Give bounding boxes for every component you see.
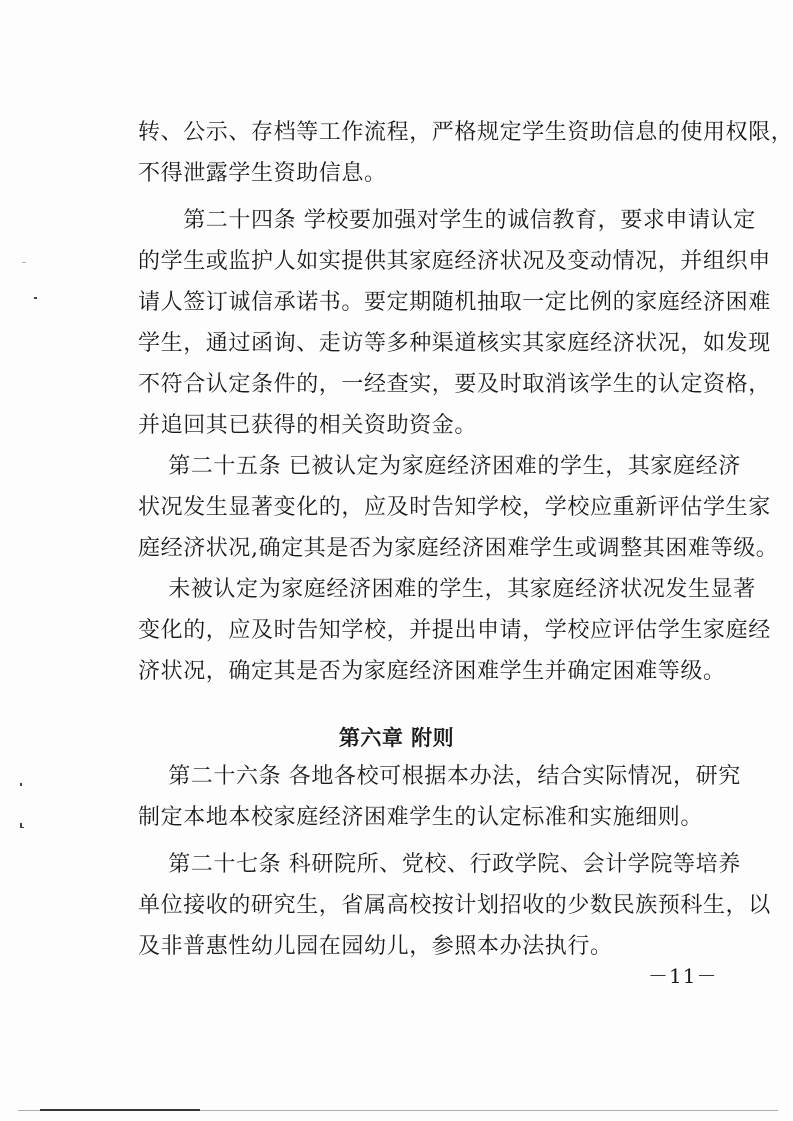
text-line: 单位接收的研究生，省属高校按计划招收的少数民族预科生，以 <box>138 893 771 918</box>
text-line: 转、公示、存档等工作流程，严格规定学生资助信息的使用权限， <box>138 120 793 145</box>
scan-dot <box>34 297 37 299</box>
article-24 <box>138 200 771 446</box>
paragraph-1 <box>138 112 793 194</box>
text-line: 第二十七条 科研院所、党校、行政学院、会计学院等培养 <box>138 852 741 877</box>
text-line: 庭经济状况,确定其是否为家庭经济困难学生或调整其困难等级。 <box>138 536 779 561</box>
text-line: 济状况，确定其是否为家庭经济困难学生并确定困难等级。 <box>138 659 726 684</box>
chapter-heading: 第六章 附则 <box>338 726 455 750</box>
article-27 <box>138 844 771 967</box>
article-26 <box>138 756 741 838</box>
scan-dot <box>20 827 24 828</box>
article-25-paragraph-2 <box>138 569 771 692</box>
text-line: 及非普惠性幼儿园在园幼儿，参照本办法执行。 <box>138 934 613 959</box>
text-line: 状况发生显著变化的，应及时告知学校，学校应重新评估学生家 <box>138 495 771 520</box>
text-line: 第二十六条 各地各校可根据本办法，结合实际情况，研究 <box>138 764 741 789</box>
text-line: 第二十四条 学校要加强对学生的诚信教育，要求申请认定 <box>138 208 756 233</box>
article-25 <box>138 446 779 569</box>
chapter-6-body <box>138 756 771 967</box>
text-line: 并追回其已获得的相关资助资金。 <box>138 413 478 438</box>
text-line: 的学生或监护人如实提供其家庭经济状况及变动情况，并组织申 <box>138 249 771 274</box>
page-number: －11－ <box>648 964 718 988</box>
text-line: 变化的，应及时告知学校，并提出申请，学校应评估学生家庭经 <box>138 618 771 643</box>
text-line: 请人签订诚信承诺书。要定期随机抽取一定比例的家庭经济困难 <box>138 290 771 315</box>
text-line: 未被认定为家庭经济困难的学生，其家庭经济状况发生显著 <box>138 577 756 602</box>
document-body <box>138 112 793 692</box>
text-line: 不得泄露学生资助信息。 <box>138 161 387 186</box>
text-line: 制定本地本校家庭经济困难学生的认定标准和实施细则。 <box>138 805 704 830</box>
text-line: 不符合认定条件的，一经查实，要及时取消该学生的认定资格， <box>138 372 771 397</box>
text-line: 学生，通过函询、走访等多种渠道核实其家庭经济状况，如发现 <box>138 331 771 356</box>
scan-dot <box>20 783 22 786</box>
scan-edge <box>40 1109 200 1111</box>
text-line: 第二十五条 已被认定为家庭经济困难的学生，其家庭经济 <box>138 454 741 479</box>
scan-dot <box>22 262 26 263</box>
